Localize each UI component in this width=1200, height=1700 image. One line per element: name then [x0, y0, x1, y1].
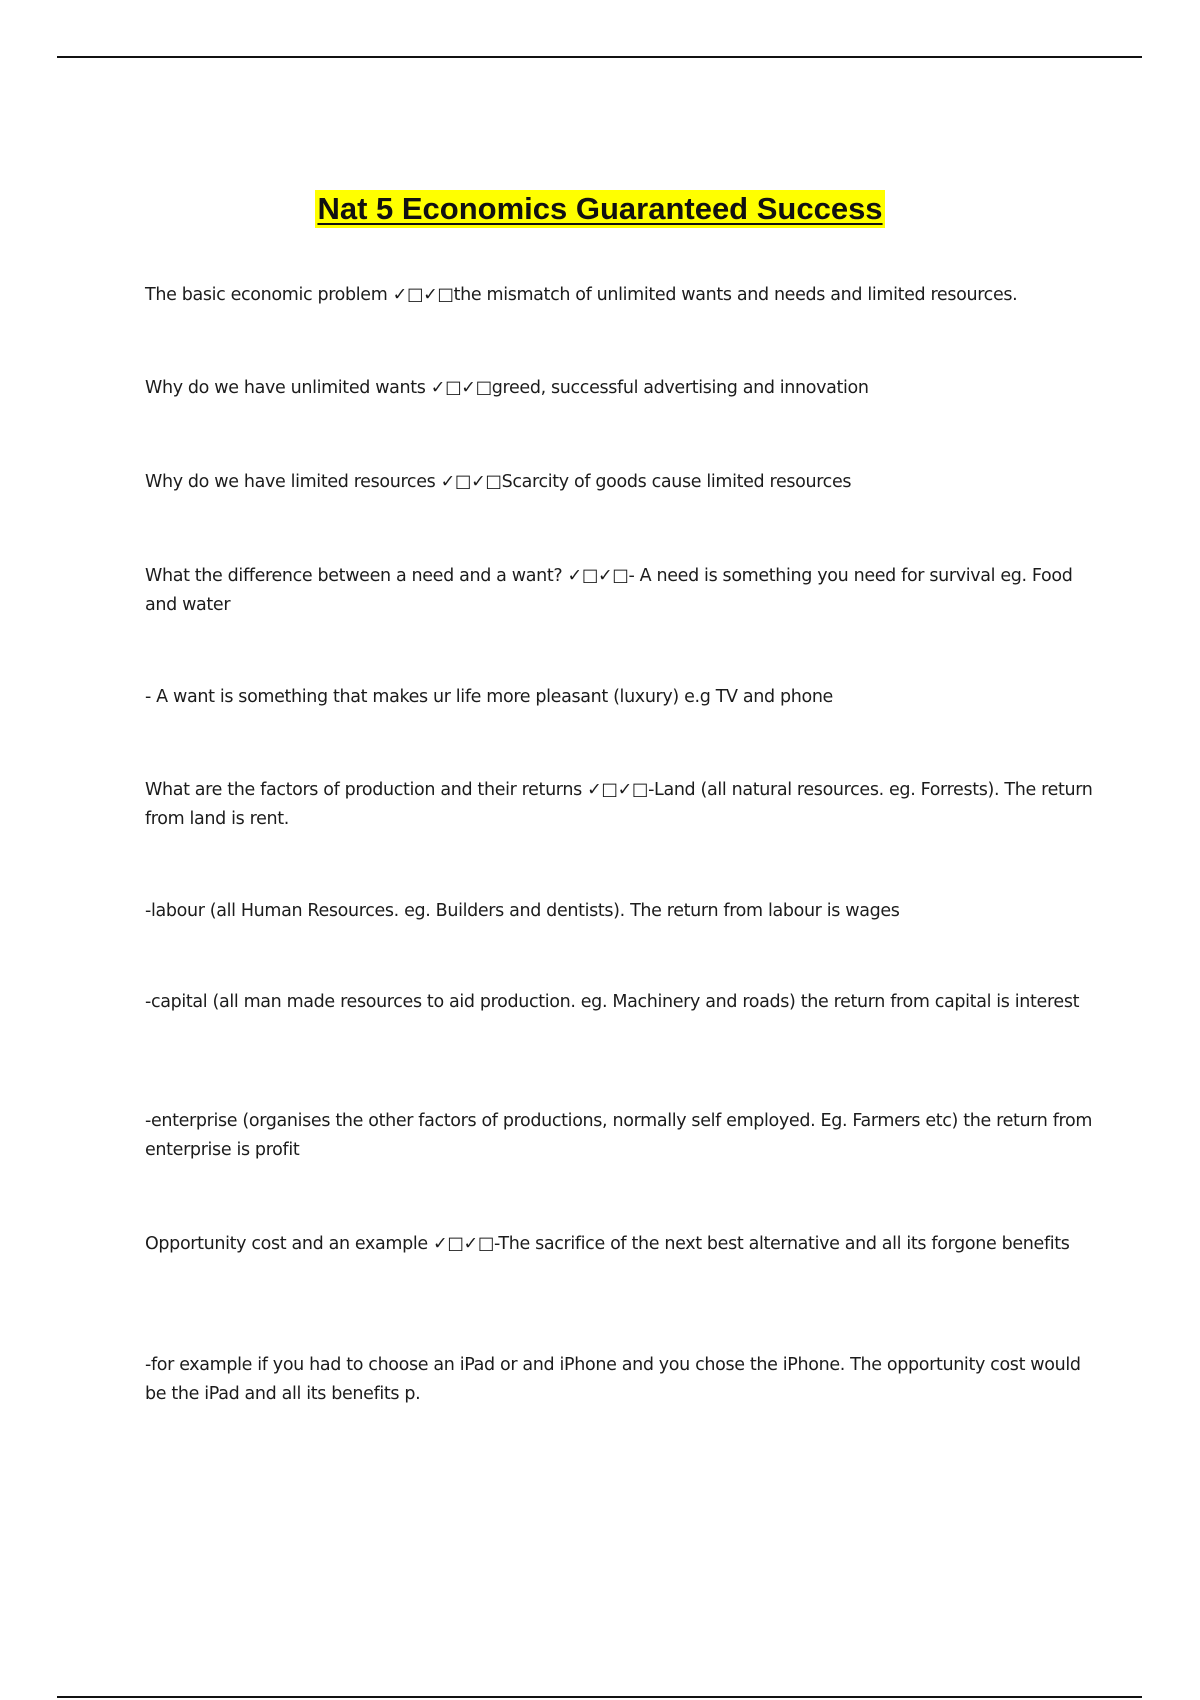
- question-text: Opportunity cost and an example: [145, 1234, 434, 1254]
- question-text: What the difference between a need and a want?: [145, 566, 568, 586]
- check-marks: ✓□✓□: [440, 472, 502, 492]
- answer-text: greed, successful advertising and innovation: [491, 378, 869, 398]
- bottom-divider: [57, 1696, 1142, 1698]
- answer-text: -Land (all natural resources. eg. Forrests). The return from land is rent.: [145, 780, 1093, 829]
- check-marks: ✓□✓□: [567, 566, 629, 586]
- paragraph-factors-of-production: [145, 776, 1095, 834]
- page-title: Nat 5 Economics Guaranteed Success: [317, 191, 883, 226]
- top-divider: [57, 56, 1142, 58]
- answer-text: -labour (all Human Resources. eg. Builders and dentists). The return from labour is wages: [145, 901, 900, 921]
- paragraph-capital: [145, 988, 1095, 1017]
- answer-text: -enterprise (organises the other factors of productions, normally self employed. Eg. Farmers etc) the return from enterprise is profit: [145, 1111, 1093, 1160]
- paragraph-labour: [145, 897, 1095, 926]
- paragraph-want-definition: [145, 683, 1095, 712]
- question-text: The basic economic problem: [145, 285, 393, 305]
- paragraph-enterprise: [145, 1107, 1095, 1165]
- question-text: Why do we have unlimited wants: [145, 378, 431, 398]
- paragraph-need-vs-want: [145, 562, 1095, 620]
- paragraph-limited-resources: [145, 468, 1095, 497]
- check-marks: ✓□✓□: [433, 1234, 495, 1254]
- answer-text: Scarcity of goods cause limited resources: [501, 472, 852, 492]
- title-container: [0, 190, 1200, 228]
- paragraph-opportunity-cost-example: [145, 1351, 1095, 1409]
- check-marks: ✓□✓□: [430, 378, 492, 398]
- answer-text: the mismatch of unlimited wants and needs and limited resources.: [453, 285, 1018, 305]
- answer-text: - A want is something that makes ur life more pleasant (luxury) e.g TV and phone: [145, 687, 833, 707]
- paragraph-unlimited-wants: [145, 374, 1095, 403]
- answer-text: -The sacrifice of the next best alternative and all its forgone benefits: [494, 1234, 1070, 1254]
- answer-text: -for example if you had to choose an iPad or and iPhone and you chose the iPhone. The opportunity cost would be the iPad and all its benefits p.: [145, 1355, 1081, 1404]
- check-marks: ✓□✓□: [587, 780, 649, 800]
- check-marks: ✓□✓□: [392, 285, 454, 305]
- question-text: Why do we have limited resources: [145, 472, 441, 492]
- answer-text: - A need is something you need for survival eg. Food and water: [145, 566, 1073, 615]
- question-text: What are the factors of production and their returns: [145, 780, 588, 800]
- paragraph-opportunity-cost: [145, 1230, 1095, 1259]
- paragraph-basic-problem: [145, 281, 1095, 310]
- answer-text: -capital (all man made resources to aid production. eg. Machinery and roads) the return from capital is interest: [145, 992, 1080, 1012]
